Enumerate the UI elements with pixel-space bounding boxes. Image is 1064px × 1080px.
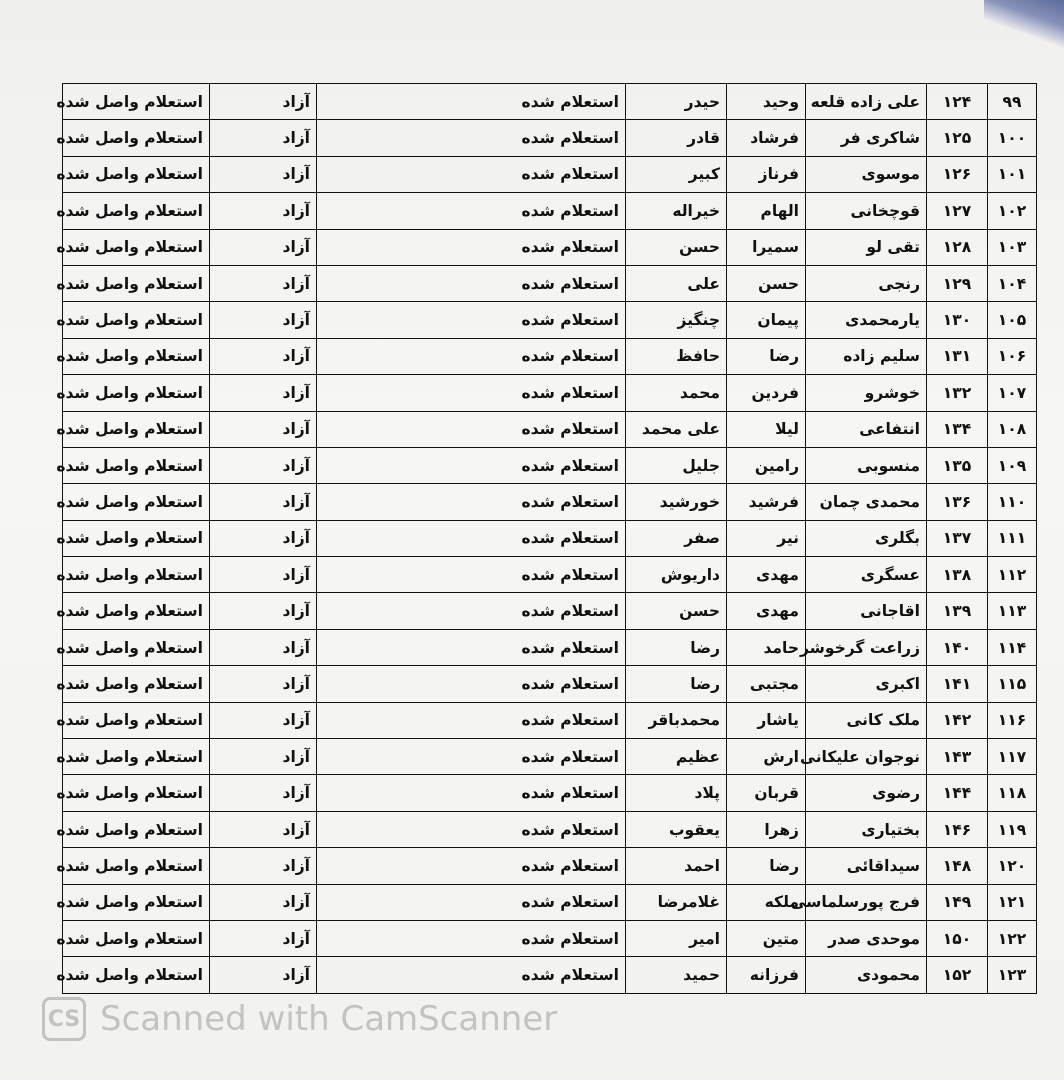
type-cell: آزاد xyxy=(210,629,317,665)
inquiry-result-cell: استعلام واصل شده xyxy=(63,557,210,593)
code-cell: ۱۲۶ xyxy=(927,156,988,192)
table-row xyxy=(63,739,1037,775)
last-name-cell: فرج پورسلماسی xyxy=(806,884,927,920)
father-name-cell: داریوش xyxy=(626,557,727,593)
row-number-cell: ۱۰۵ xyxy=(988,302,1037,338)
type-cell: آزاد xyxy=(210,520,317,556)
first-name-cell: سمیرا xyxy=(727,229,806,265)
type-cell: آزاد xyxy=(210,265,317,301)
inquiry-result-cell: استعلام واصل شده xyxy=(63,193,210,229)
inquiry-status-cell: استعلام شده xyxy=(317,666,626,702)
inquiry-status-cell: استعلام شده xyxy=(317,702,626,738)
father-name-cell: قادر xyxy=(626,120,727,156)
inquiry-status-cell: استعلام شده xyxy=(317,629,626,665)
type-cell: آزاد xyxy=(210,229,317,265)
last-name-cell: خوشرو xyxy=(806,375,927,411)
code-cell: ۱۴۳ xyxy=(927,739,988,775)
first-name-cell: فرشاد xyxy=(727,120,806,156)
table-row xyxy=(63,775,1037,811)
last-name-cell: سلیم زاده xyxy=(806,338,927,374)
inquiry-result-cell: استعلام واصل شده xyxy=(63,375,210,411)
row-number-cell: ۱۰۹ xyxy=(988,447,1037,483)
inquiry-status-cell: استعلام شده xyxy=(317,957,626,993)
inquiry-result-cell: استعلام واصل شده xyxy=(63,84,210,120)
inquiry-result-cell: استعلام واصل شده xyxy=(63,920,210,956)
row-number-cell: ۱۱۸ xyxy=(988,775,1037,811)
inquiry-status-cell: استعلام شده xyxy=(317,484,626,520)
inquiry-result-cell: استعلام واصل شده xyxy=(63,848,210,884)
father-name-cell: خورشید xyxy=(626,484,727,520)
first-name-cell: ملکه xyxy=(727,884,806,920)
code-cell: ۱۲۹ xyxy=(927,265,988,301)
first-name-cell: رامین xyxy=(727,447,806,483)
camscanner-logo-icon: CS xyxy=(42,997,86,1041)
inquiry-status-cell: استعلام شده xyxy=(317,120,626,156)
type-cell: آزاد xyxy=(210,957,317,993)
inquiry-result-cell: استعلام واصل شده xyxy=(63,447,210,483)
father-name-cell: چنگیز xyxy=(626,302,727,338)
father-name-cell: حسن xyxy=(626,229,727,265)
inquiry-result-cell: استعلام واصل شده xyxy=(63,338,210,374)
last-name-cell: انتفاعی xyxy=(806,411,927,447)
table-row xyxy=(63,193,1037,229)
type-cell: آزاد xyxy=(210,84,317,120)
page-corner-shadow xyxy=(984,0,1064,60)
first-name-cell: فرناز xyxy=(727,156,806,192)
first-name-cell: وحید xyxy=(727,84,806,120)
type-cell: آزاد xyxy=(210,375,317,411)
first-name-cell: مهدی xyxy=(727,593,806,629)
inquiry-status-cell: استعلام شده xyxy=(317,229,626,265)
code-cell: ۱۴۰ xyxy=(927,629,988,665)
row-number-cell: ۱۰۸ xyxy=(988,411,1037,447)
father-name-cell: پلاد xyxy=(626,775,727,811)
first-name-cell: حامد xyxy=(727,629,806,665)
roster-table-body xyxy=(56,84,1037,994)
row-number-cell: ۱۰۶ xyxy=(988,338,1037,374)
type-cell: آزاد xyxy=(210,702,317,738)
table-row xyxy=(63,520,1037,556)
inquiry-result-cell: استعلام واصل شده xyxy=(63,484,210,520)
father-name-cell: خیراله xyxy=(626,193,727,229)
last-name-cell: نوجوان علیکانی xyxy=(806,739,927,775)
type-cell: آزاد xyxy=(210,884,317,920)
last-name-cell: شاکری فر xyxy=(806,120,927,156)
type-cell: آزاد xyxy=(210,447,317,483)
father-name-cell: جلیل xyxy=(626,447,727,483)
first-name-cell: زهرا xyxy=(727,811,806,847)
inquiry-status-cell: استعلام شده xyxy=(317,593,626,629)
type-cell: آزاد xyxy=(210,775,317,811)
father-name-cell: محمدباقر xyxy=(626,702,727,738)
type-cell: آزاد xyxy=(210,739,317,775)
last-name-cell: علی زاده قلعه xyxy=(806,84,927,120)
inquiry-result-cell: استعلام واصل شده xyxy=(63,265,210,301)
row-number-cell: ۱۰۳ xyxy=(988,229,1037,265)
last-name-cell: عسگری xyxy=(806,557,927,593)
inquiry-result-cell: استعلام واصل شده xyxy=(63,702,210,738)
code-cell: ۱۲۴ xyxy=(927,84,988,120)
row-number-cell: ۱۱۵ xyxy=(988,666,1037,702)
roster-table xyxy=(56,83,1037,994)
last-name-cell: اکبری xyxy=(806,666,927,702)
last-name-cell: ملک کانی xyxy=(806,702,927,738)
table-row xyxy=(63,411,1037,447)
father-name-cell: عظیم xyxy=(626,739,727,775)
inquiry-status-cell: استعلام شده xyxy=(317,156,626,192)
last-name-cell: محمدی چمان xyxy=(806,484,927,520)
row-number-cell: ۱۰۰ xyxy=(988,120,1037,156)
row-number-cell: ۱۰۲ xyxy=(988,193,1037,229)
code-cell: ۱۵۲ xyxy=(927,957,988,993)
table-row xyxy=(63,702,1037,738)
type-cell: آزاد xyxy=(210,811,317,847)
table-row xyxy=(63,229,1037,265)
table-row xyxy=(63,265,1037,301)
first-name-cell: پیمان xyxy=(727,302,806,338)
row-number-cell: ۱۲۰ xyxy=(988,848,1037,884)
first-name-cell: الهام xyxy=(727,193,806,229)
type-cell: آزاد xyxy=(210,120,317,156)
row-number-cell: ۱۲۱ xyxy=(988,884,1037,920)
type-cell: آزاد xyxy=(210,593,317,629)
father-name-cell: کبیر xyxy=(626,156,727,192)
row-number-cell: ۱۱۲ xyxy=(988,557,1037,593)
first-name-cell: مهدی xyxy=(727,557,806,593)
inquiry-result-cell: استعلام واصل شده xyxy=(63,593,210,629)
table-row xyxy=(63,375,1037,411)
father-name-cell: حمید xyxy=(626,957,727,993)
last-name-cell: منسوبی xyxy=(806,447,927,483)
table-row xyxy=(63,156,1037,192)
row-number-cell: ۱۲۲ xyxy=(988,920,1037,956)
father-name-cell: حافظ xyxy=(626,338,727,374)
first-name-cell: نیر xyxy=(727,520,806,556)
type-cell: آزاد xyxy=(210,920,317,956)
inquiry-status-cell: استعلام شده xyxy=(317,884,626,920)
last-name-cell: قوچخانی xyxy=(806,193,927,229)
row-number-cell: ۱۲۳ xyxy=(988,957,1037,993)
row-number-cell: ۱۱۳ xyxy=(988,593,1037,629)
code-cell: ۱۴۸ xyxy=(927,848,988,884)
first-name-cell: رضا xyxy=(727,338,806,374)
inquiry-status-cell: استعلام شده xyxy=(317,739,626,775)
father-name-cell: علی محمد xyxy=(626,411,727,447)
type-cell: آزاد xyxy=(210,338,317,374)
code-cell: ۱۳۵ xyxy=(927,447,988,483)
father-name-cell: رضا xyxy=(626,629,727,665)
table-row xyxy=(63,84,1037,120)
code-cell: ۱۲۷ xyxy=(927,193,988,229)
type-cell: آزاد xyxy=(210,848,317,884)
inquiry-status-cell: استعلام شده xyxy=(317,848,626,884)
table-row xyxy=(63,593,1037,629)
inquiry-status-cell: استعلام شده xyxy=(317,265,626,301)
father-name-cell: علی xyxy=(626,265,727,301)
row-number-cell: ۱۱۰ xyxy=(988,484,1037,520)
code-cell: ۱۴۶ xyxy=(927,811,988,847)
table-row xyxy=(63,920,1037,956)
father-name-cell: حسن xyxy=(626,593,727,629)
inquiry-status-cell: استعلام شده xyxy=(317,920,626,956)
table-row xyxy=(63,447,1037,483)
father-name-cell: حیدر xyxy=(626,84,727,120)
inquiry-status-cell: استعلام شده xyxy=(317,811,626,847)
row-number-cell: ۱۱۷ xyxy=(988,739,1037,775)
row-number-cell: ۱۰۷ xyxy=(988,375,1037,411)
inquiry-result-cell: استعلام واصل شده xyxy=(63,629,210,665)
last-name-cell: تقی لو xyxy=(806,229,927,265)
inquiry-result-cell: استعلام واصل شده xyxy=(63,957,210,993)
inquiry-status-cell: استعلام شده xyxy=(317,193,626,229)
type-cell: آزاد xyxy=(210,484,317,520)
inquiry-status-cell: استعلام شده xyxy=(317,775,626,811)
type-cell: آزاد xyxy=(210,302,317,338)
row-number-cell: ۱۱۱ xyxy=(988,520,1037,556)
inquiry-status-cell: استعلام شده xyxy=(317,338,626,374)
first-name-cell: متین xyxy=(727,920,806,956)
father-name-cell: احمد xyxy=(626,848,727,884)
father-name-cell: یعقوب xyxy=(626,811,727,847)
camscanner-watermark xyxy=(42,996,557,1042)
code-cell: ۱۲۸ xyxy=(927,229,988,265)
code-cell: ۱۳۴ xyxy=(927,411,988,447)
watermark-text: Scanned with CamScanner xyxy=(100,999,558,1039)
type-cell: آزاد xyxy=(210,193,317,229)
last-name-cell: رنجی xyxy=(806,265,927,301)
inquiry-result-cell: استعلام واصل شده xyxy=(63,156,210,192)
code-cell: ۱۳۹ xyxy=(927,593,988,629)
father-name-cell: صفر xyxy=(626,520,727,556)
table-row xyxy=(63,848,1037,884)
first-name-cell: فردین xyxy=(727,375,806,411)
table-row xyxy=(63,302,1037,338)
first-name-cell: قربان xyxy=(727,775,806,811)
last-name-cell: یارمحمدی xyxy=(806,302,927,338)
inquiry-result-cell: استعلام واصل شده xyxy=(63,302,210,338)
code-cell: ۱۴۲ xyxy=(927,702,988,738)
inquiry-result-cell: استعلام واصل شده xyxy=(63,666,210,702)
inquiry-status-cell: استعلام شده xyxy=(317,411,626,447)
first-name-cell: یاشار xyxy=(727,702,806,738)
inquiry-status-cell: استعلام شده xyxy=(317,84,626,120)
row-number-cell: ۹۹ xyxy=(988,84,1037,120)
last-name-cell: زراعت گرخوشر xyxy=(806,629,927,665)
table-row xyxy=(63,957,1037,993)
inquiry-result-cell: استعلام واصل شده xyxy=(63,739,210,775)
first-name-cell: لیلا xyxy=(727,411,806,447)
type-cell: آزاد xyxy=(210,557,317,593)
row-number-cell: ۱۰۱ xyxy=(988,156,1037,192)
first-name-cell: فرشید xyxy=(727,484,806,520)
inquiry-status-cell: استعلام شده xyxy=(317,520,626,556)
table-row xyxy=(63,811,1037,847)
father-name-cell: غلامرضا xyxy=(626,884,727,920)
last-name-cell: بختیاری xyxy=(806,811,927,847)
type-cell: آزاد xyxy=(210,411,317,447)
table-row xyxy=(63,557,1037,593)
father-name-cell: محمد xyxy=(626,375,727,411)
code-cell: ۱۵۰ xyxy=(927,920,988,956)
inquiry-result-cell: استعلام واصل شده xyxy=(63,811,210,847)
row-number-cell: ۱۱۹ xyxy=(988,811,1037,847)
last-name-cell: رضوی xyxy=(806,775,927,811)
code-cell: ۱۴۴ xyxy=(927,775,988,811)
row-number-cell: ۱۱۶ xyxy=(988,702,1037,738)
code-cell: ۱۳۲ xyxy=(927,375,988,411)
type-cell: آزاد xyxy=(210,156,317,192)
inquiry-status-cell: استعلام شده xyxy=(317,375,626,411)
code-cell: ۱۳۸ xyxy=(927,557,988,593)
father-name-cell: امیر xyxy=(626,920,727,956)
inquiry-status-cell: استعلام شده xyxy=(317,302,626,338)
inquiry-result-cell: استعلام واصل شده xyxy=(63,520,210,556)
inquiry-status-cell: استعلام شده xyxy=(317,447,626,483)
first-name-cell: فرزانه xyxy=(727,957,806,993)
code-cell: ۱۳۶ xyxy=(927,484,988,520)
last-name-cell: بگلری xyxy=(806,520,927,556)
table-row xyxy=(63,629,1037,665)
code-cell: ۱۴۱ xyxy=(927,666,988,702)
last-name-cell: موسوی xyxy=(806,156,927,192)
inquiry-result-cell: استعلام واصل شده xyxy=(63,775,210,811)
first-name-cell: رضا xyxy=(727,848,806,884)
inquiry-status-cell: استعلام شده xyxy=(317,557,626,593)
row-number-cell: ۱۱۴ xyxy=(988,629,1037,665)
inquiry-result-cell: استعلام واصل شده xyxy=(63,120,210,156)
code-cell: ۱۳۱ xyxy=(927,338,988,374)
code-cell: ۱۳۰ xyxy=(927,302,988,338)
table-row xyxy=(63,484,1037,520)
first-name-cell: مجتبی xyxy=(727,666,806,702)
code-cell: ۱۳۷ xyxy=(927,520,988,556)
last-name-cell: سیداقائی xyxy=(806,848,927,884)
code-cell: ۱۴۹ xyxy=(927,884,988,920)
last-name-cell: اقاجانی xyxy=(806,593,927,629)
table-row xyxy=(63,884,1037,920)
father-name-cell: رضا xyxy=(626,666,727,702)
code-cell: ۱۲۵ xyxy=(927,120,988,156)
row-number-cell: ۱۰۴ xyxy=(988,265,1037,301)
table-row xyxy=(63,666,1037,702)
last-name-cell: محمودی xyxy=(806,957,927,993)
type-cell: آزاد xyxy=(210,666,317,702)
first-name-cell: ارش xyxy=(727,739,806,775)
inquiry-result-cell: استعلام واصل شده xyxy=(63,884,210,920)
inquiry-result-cell: استعلام واصل شده xyxy=(63,411,210,447)
table-row xyxy=(63,120,1037,156)
table-row xyxy=(63,338,1037,374)
inquiry-result-cell: استعلام واصل شده xyxy=(63,229,210,265)
first-name-cell: حسن xyxy=(727,265,806,301)
last-name-cell: موحدی صدر xyxy=(806,920,927,956)
